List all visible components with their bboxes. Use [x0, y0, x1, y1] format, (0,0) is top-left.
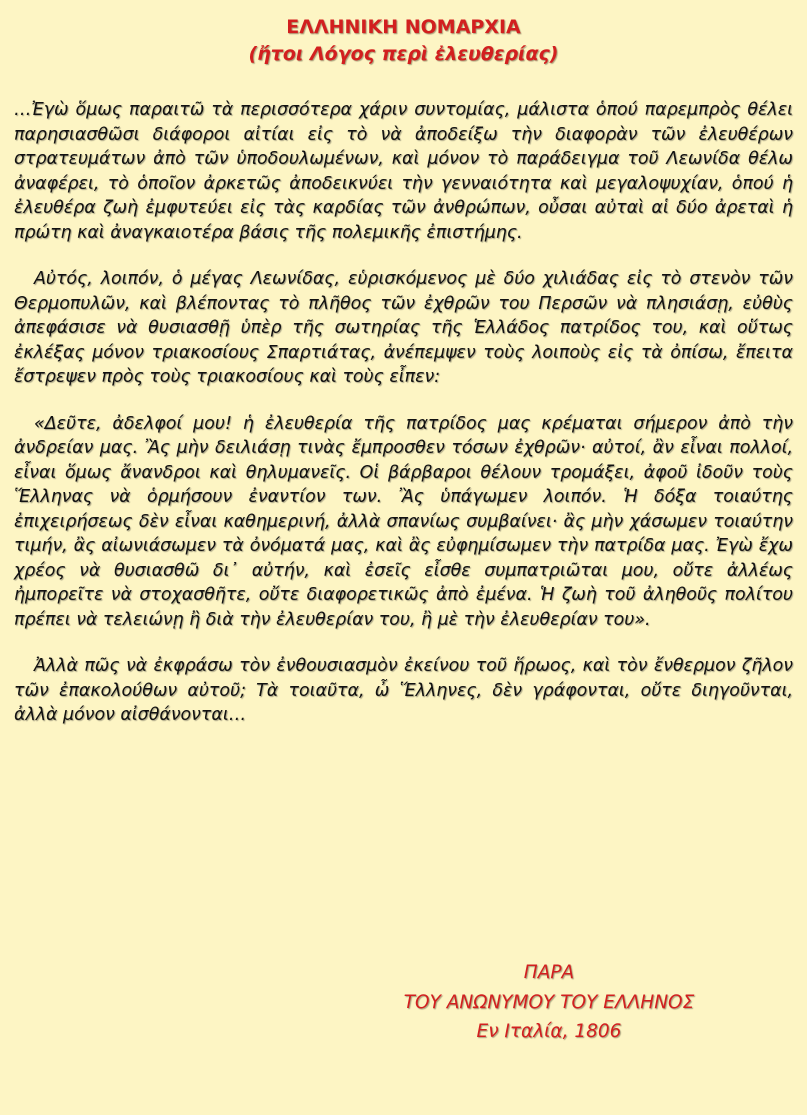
document-title: ΕΛΛΗΝΙΚΗ ΝΟΜΑΡΧΙΑ: [286, 16, 521, 38]
paragraph-3-speech: «Δεῦτε, ἀδελφοί μου! ἡ ἐλευθερία τῆς πατρίδος μας κρέμαται σήμερον ἀπὸ τὴν ἀνδρείαν μας. Ἂς μὴν δειλιάσῃ τινὰς ἔμπροσθεν τόσων ἐχθρῶν· αὐτοί, ἂν εἶναι πολλοί, εἶναι ὅμως ἄνανδροι καὶ θηλυμανεῖς. Οἱ βάρβαροι θέλουν τρομάξει, ἀφοῦ ἰδοῦν τοὺς Ἕλληνας νὰ ὁρμήσουν ἐναντίον των. Ἂς ὑπάγωμεν λοιπόν. Ἡ δόξα τοιαύτης ἐπιχειρήσεως δὲν εἶναι καθημερινή, ἀλλὰ σπανίως συμβαίνει· ἂς μὴν χάσωμεν τοιαύτην τιμήν, ἂς αἰωνιάσωμεν τὰ ὀνόματά μας, καὶ ἂς εὐφημίσωμεν τὴν πατρίδα μας. Ἐγὼ ἔχω χρέος νὰ θυσιασθῶ δι᾽ αὐτήν, καὶ ἐσεῖς εἶσθε συμπατριῶται μου, οὔτε ἀλλέως ἠμπορεῖτε νὰ στοχασθῆτε, οὔτε διαφορετικῶς ἀπὸ ἐμένα. Ἡ ζωὴ τοῦ ἀληθοῦς πολίτου πρέπει νὰ τελειώνῃ ἢ διὰ τὴν ἐλευθερίαν του, ἢ μὲ τὴν ἐλευθερίαν του».: [14, 413, 793, 630]
paragraph-2: Αὐτός, λοιπόν, ὁ μέγας Λεωνίδας, εὑρισκόμενος μὲ δύο χιλιάδας εἰς τὸ στενὸν τῶν Θερμοπυλῶν, καὶ βλέποντας τὸ πλῆθος τῶν ἐχθρῶν του Περσῶν νὰ πλησιάσῃ, εὐθὺς ἀπεφάσισε νὰ θυσιασθῇ ὑπὲρ τῆς σωτηρίας τῆς Ἑλλάδος πατρίδος του, καὶ οὕτως ἐκλέξας μόνον τριακοσίους Σπαρτιάτας, ἀνέπεμψεν τοὺς λοιποὺς εἰς τὰ ὀπίσω, ἔπειτα ἔστρεψεν πρὸς τοὺς τριακοσίους καὶ τοὺς εἶπεν:: [14, 269, 793, 387]
signature-line-2: ΤΟΥ ΑΝΩΝΥΜΟΥ ΤΟΥ ΕΛΛΗΝΟΣ: [403, 991, 695, 1013]
signature-block: [384, 958, 714, 1047]
document-subtitle: (ἤτοι Λόγος περὶ ἐλευθερίας): [248, 43, 559, 65]
paragraph-1: …Ἐγὼ ὅμως παραιτῶ τὰ περισσότερα χάριν συντομίας, μάλιστα ὁπού παρεμπρὸς θέλει παρησιασθῶσι διάφοροι αἰτίαι εἰς τὸ νὰ ἀποδείξω τὴν διαφορὰν τῶν ἐλευθέρων στρατευμάτων ἀπὸ τῶν ὑποδουλωμένων, καὶ μόνον τὸ παράδειγμα τοῦ Λεωνίδα θέλω ἀναφέρει, τὸ ὁποῖον ἀρκετῶς ἀποδεικνύει τὴν γενναιότητα καὶ μεγαλοψυχίαν, ὁπού ἡ ἐλευθέρα ζωὴ ἐμφυτεύει εἰς τὰς καρδίας τῶν ἀνθρώπων, οὖσαι αὐταὶ αἱ δύο ἀρεταὶ ἡ πρώτη καὶ ἀναγκαιοτέρα βάσις τῆς πολεμικῆς ἐπιστήμης.: [14, 100, 793, 243]
document-body: [14, 98, 793, 728]
paragraph-4: Ἀλλὰ πῶς νὰ ἐκφράσω τὸν ἐνθουσιασμὸν ἐκείνου τοῦ ἥρωος, καὶ τὸν ἔνθερμον ζῆλον τῶν ἐπακολούθων αὐτοῦ; Τὰ τοιαῦτα, ὦ Ἕλληνες, δὲν γράφονται, οὔτε διηγοῦνται, ἀλλὰ μόνον αἰσθάνονται…: [14, 656, 793, 725]
signature-line-1: ΠΑΡΑ: [523, 962, 575, 983]
signature-line-3: Εν Ιταλία, 1806: [476, 1021, 622, 1042]
